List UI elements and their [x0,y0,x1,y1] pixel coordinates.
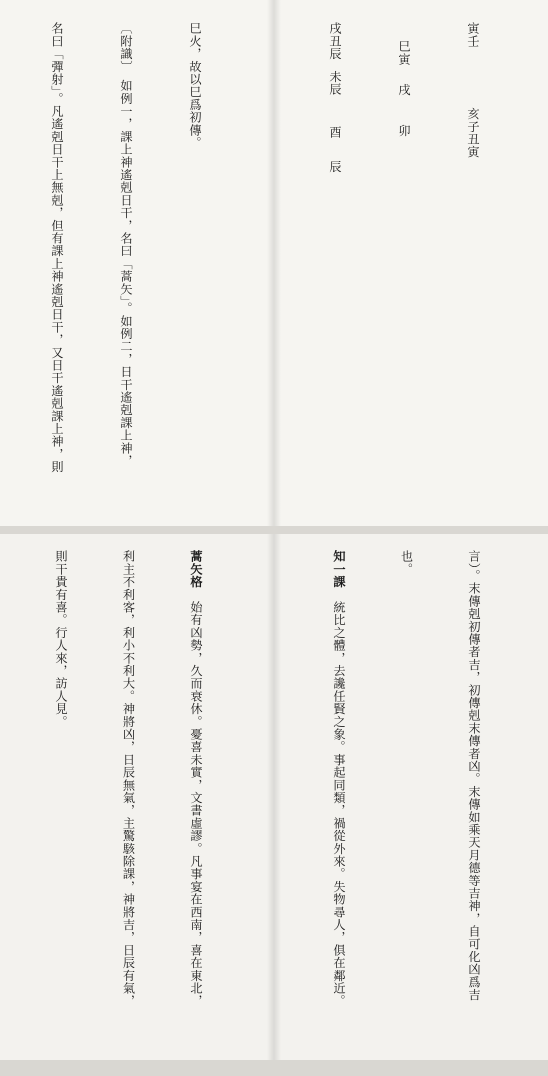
page-bottom-left [0,534,270,1060]
book-spread-bottom [0,534,548,1060]
paragraph [278,550,283,1042]
page-bottom-right [278,534,548,1060]
term-label: 知一課 [332,550,346,589]
page-top-right [278,0,548,526]
paragraph: 言）。末傳剋初傳者吉，初傳剋末傳者凶。末傳如乘天月德等吉神，自可化凶爲吉 [467,550,481,1002]
paragraph: 則干貴有喜。行人來，訪人見。 [54,550,68,728]
chart-row: 戌丑辰未辰酉辰 [328,22,342,173]
paragraph: 巳火，故以巳爲初傳。 [188,22,202,149]
book-spread-top [0,0,548,526]
paragraph: 〔附識〕 如例一，課上神遙剋日干，名曰「蒿矢」。如例二，日干遙剋課上神， [119,22,133,467]
paragraph: 利主不利客，利小不利大。神將凶，日辰無氣，主驚駭除課，神將吉，日辰有氣， [121,550,136,1008]
chart-row: 寅壬亥子丑寅 [466,22,480,159]
term-line: 知一課 統比之體，去讒任賢之象。事起同類，禍從外來。失物尋人，俱在鄰近。 [332,550,346,1008]
term-label: 蒿矢格 [189,550,203,589]
term-line [0,550,5,1042]
term-label [0,550,1,588]
page-top-left [0,0,270,526]
term-line: 蒿矢格 始有凶勢，久而衰休。憂喜未實，文書虛謬。凡事宴在西南，喜在東北， [189,550,203,1008]
paragraph: 也。 [399,550,414,576]
paragraph: 名曰「彈射」。凡遙剋日干上無剋，但有課上神遙剋日干，又日干遙剋課上神，則 [50,22,64,474]
chart-row: 巳寅戌卯 [397,40,411,137]
